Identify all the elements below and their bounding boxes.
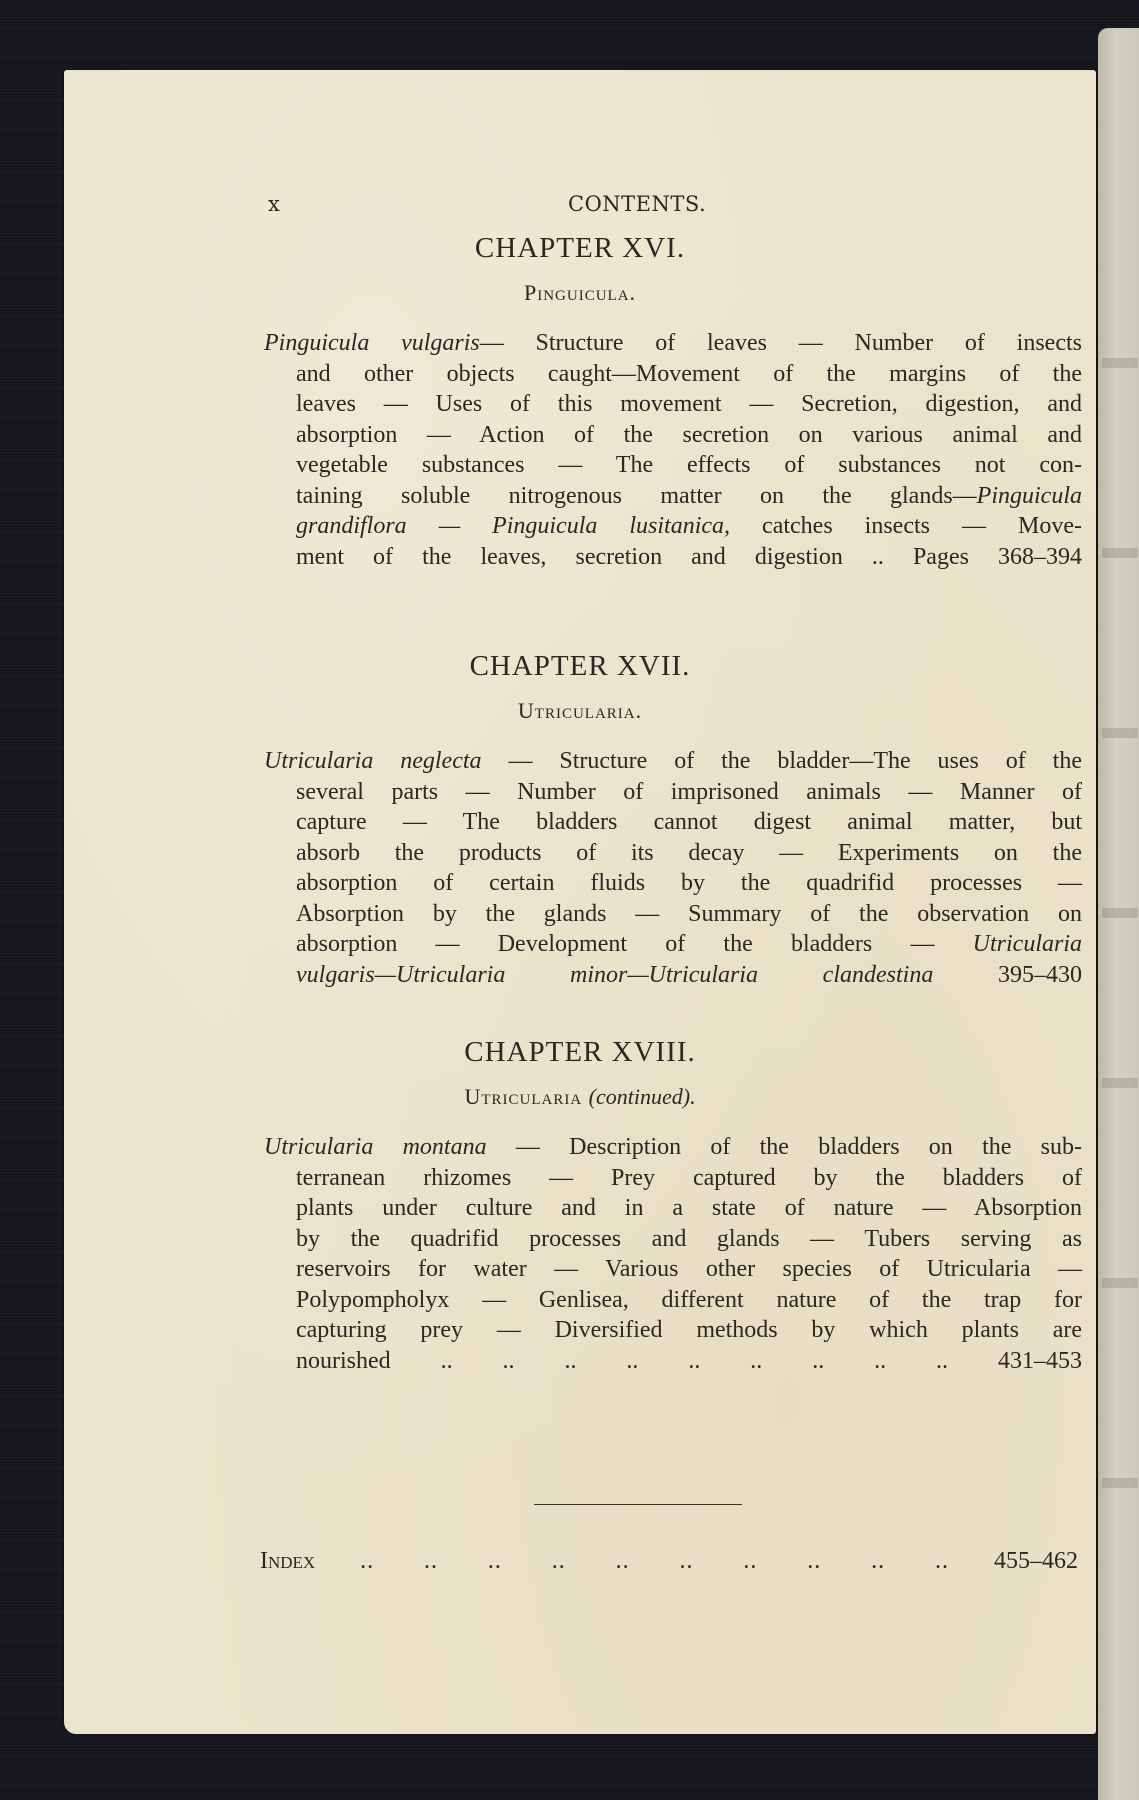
summary-line <box>296 868 1082 898</box>
summary-text: ment of the leaves, secretion and digestion .. Pages 368–394 <box>296 543 1082 570</box>
summary-line <box>296 838 1082 868</box>
summary-text: by the quadrifid processes and glands — Tubers serving as <box>296 1225 1082 1252</box>
leader-dots: .. <box>615 1548 630 1574</box>
bleed-through-mark <box>1102 908 1138 918</box>
summary-line <box>296 929 1082 959</box>
summary-line <box>296 420 1082 450</box>
summary-line <box>296 1254 1082 1284</box>
italic-species-name: Utricularia neglecta <box>264 748 482 774</box>
summary-line <box>296 777 1082 807</box>
leader-dots: .. <box>424 1548 439 1574</box>
summary-text: terranean rhizomes — Prey captured by the bladders of <box>296 1164 1082 1191</box>
dot-leader <box>335 1548 974 1575</box>
leader-dots: .. <box>935 1548 950 1574</box>
summary-line <box>296 450 1082 480</box>
summary-line <box>296 1224 1082 1254</box>
summary-text: absorb the products of its decay — Experiments on the <box>296 839 1082 866</box>
chapter-subtitle <box>64 1084 1096 1110</box>
index-entry[interactable] <box>260 1548 1078 1578</box>
bleed-through-mark <box>1102 1078 1138 1088</box>
leader-dots: .. <box>360 1548 375 1574</box>
summary-text: catches insects — Move- <box>730 513 1082 539</box>
summary-line <box>296 481 1082 511</box>
summary-text: taining soluble nitrogenous matter on the glands— <box>296 482 977 509</box>
page-number: x <box>268 192 280 216</box>
summary-text: absorption — Development of the bladders — <box>296 931 973 957</box>
summary-text: leaves — Uses of this movement — Secretion, digestion, and <box>296 391 1082 417</box>
summary-text: reservoirs for water — Various other species of Utricularia — <box>296 1256 1082 1282</box>
summary-line <box>296 1315 1082 1345</box>
leader-dots: .. <box>743 1548 758 1574</box>
summary-text: and other objects caught—Movement of the margins of the <box>296 360 1082 387</box>
summary-line <box>296 899 1082 929</box>
summary-text: — Structure of the bladder—The uses of the <box>481 748 1082 774</box>
summary-text: capturing prey — Diversified methods by which plants are <box>296 1317 1082 1343</box>
leader-dots: .. <box>871 1548 886 1574</box>
chapter-subtitle-italic: (continued). <box>588 1084 696 1109</box>
summary-line <box>296 1285 1082 1315</box>
italic-species-name: Utricularia montana <box>264 1134 487 1160</box>
book-page <box>64 70 1096 1734</box>
adjacent-page-edges <box>1098 28 1139 1800</box>
summary-text: Absorption by the glands — Summary of the observation on <box>296 900 1082 927</box>
summary-text: — Description of the bladders on the sub- <box>486 1134 1082 1160</box>
leader-dots: .. <box>487 1548 502 1574</box>
chapter-subtitle: Utricularia. <box>517 698 643 723</box>
italic-species-name: Pinguicula vulgaris <box>264 330 480 356</box>
summary-text: — Structure of leaves — Number of insects <box>479 330 1082 356</box>
index-pages: 455–462 <box>994 1548 1078 1574</box>
summary-line <box>296 1193 1082 1223</box>
running-head <box>64 192 1096 222</box>
leader-dots: .. <box>807 1548 822 1574</box>
summary-line <box>296 1346 1082 1376</box>
summary-text: nourished .. .. .. .. .. .. .. .. .. 431–453 <box>296 1347 1082 1374</box>
italic-species-name: grandiflora — Pinguicula lusitanica, <box>296 513 731 539</box>
leader-dots: .. <box>679 1548 694 1574</box>
italic-species-name: Pinguicula <box>976 482 1082 509</box>
summary-line <box>296 960 1082 990</box>
bleed-through-mark <box>1102 548 1138 558</box>
summary-line <box>296 1163 1082 1193</box>
chapter-title: CHAPTER XVII. <box>469 650 691 682</box>
summary-text: capture — The bladders cannot digest animal matter, but <box>296 809 1082 835</box>
bleed-through-mark <box>1102 1478 1138 1488</box>
summary-line-first <box>264 1132 1082 1162</box>
italic-species-name: vulgaris—Utricularia minor—Utricularia clandestina <box>296 961 934 988</box>
chapter-title: CHAPTER XVIII. <box>464 1036 696 1068</box>
bleed-through-mark <box>1102 728 1138 738</box>
summary-line <box>296 389 1082 419</box>
running-title: CONTENTS. <box>568 192 707 216</box>
summary-line-first <box>264 746 1082 776</box>
summary-text: absorption of certain fluids by the quadrifid processes — <box>296 870 1082 896</box>
summary-line-first <box>264 328 1082 358</box>
bleed-through-mark <box>1102 1278 1138 1288</box>
summary-text: Polypompholyx — Genlisea, different nature of the trap for <box>296 1286 1082 1313</box>
chapter-subtitle-text: Utricularia <box>464 1084 583 1109</box>
section-divider <box>534 1504 742 1505</box>
summary-line <box>296 359 1082 389</box>
summary-text: 395–430 <box>933 961 1083 988</box>
summary-text: vegetable substances — The effects of substances not con- <box>296 452 1082 478</box>
summary-line <box>296 511 1082 541</box>
summary-text: plants under culture and in a state of nature — Absorption <box>296 1195 1082 1221</box>
chapter-subtitle: Pinguicula. <box>523 280 637 305</box>
leader-dots: .. <box>551 1548 566 1574</box>
summary-text: absorption — Action of the secretion on various animal and <box>296 421 1082 448</box>
chapter-title: CHAPTER XVI. <box>474 232 686 264</box>
index-label: Index <box>260 1548 316 1574</box>
summary-text: several parts — Number of imprisoned animals — Manner of <box>296 778 1082 805</box>
summary-line <box>296 807 1082 837</box>
italic-species-name: Utricularia <box>972 931 1082 957</box>
summary-line <box>296 542 1082 572</box>
bleed-through-mark <box>1102 358 1138 368</box>
